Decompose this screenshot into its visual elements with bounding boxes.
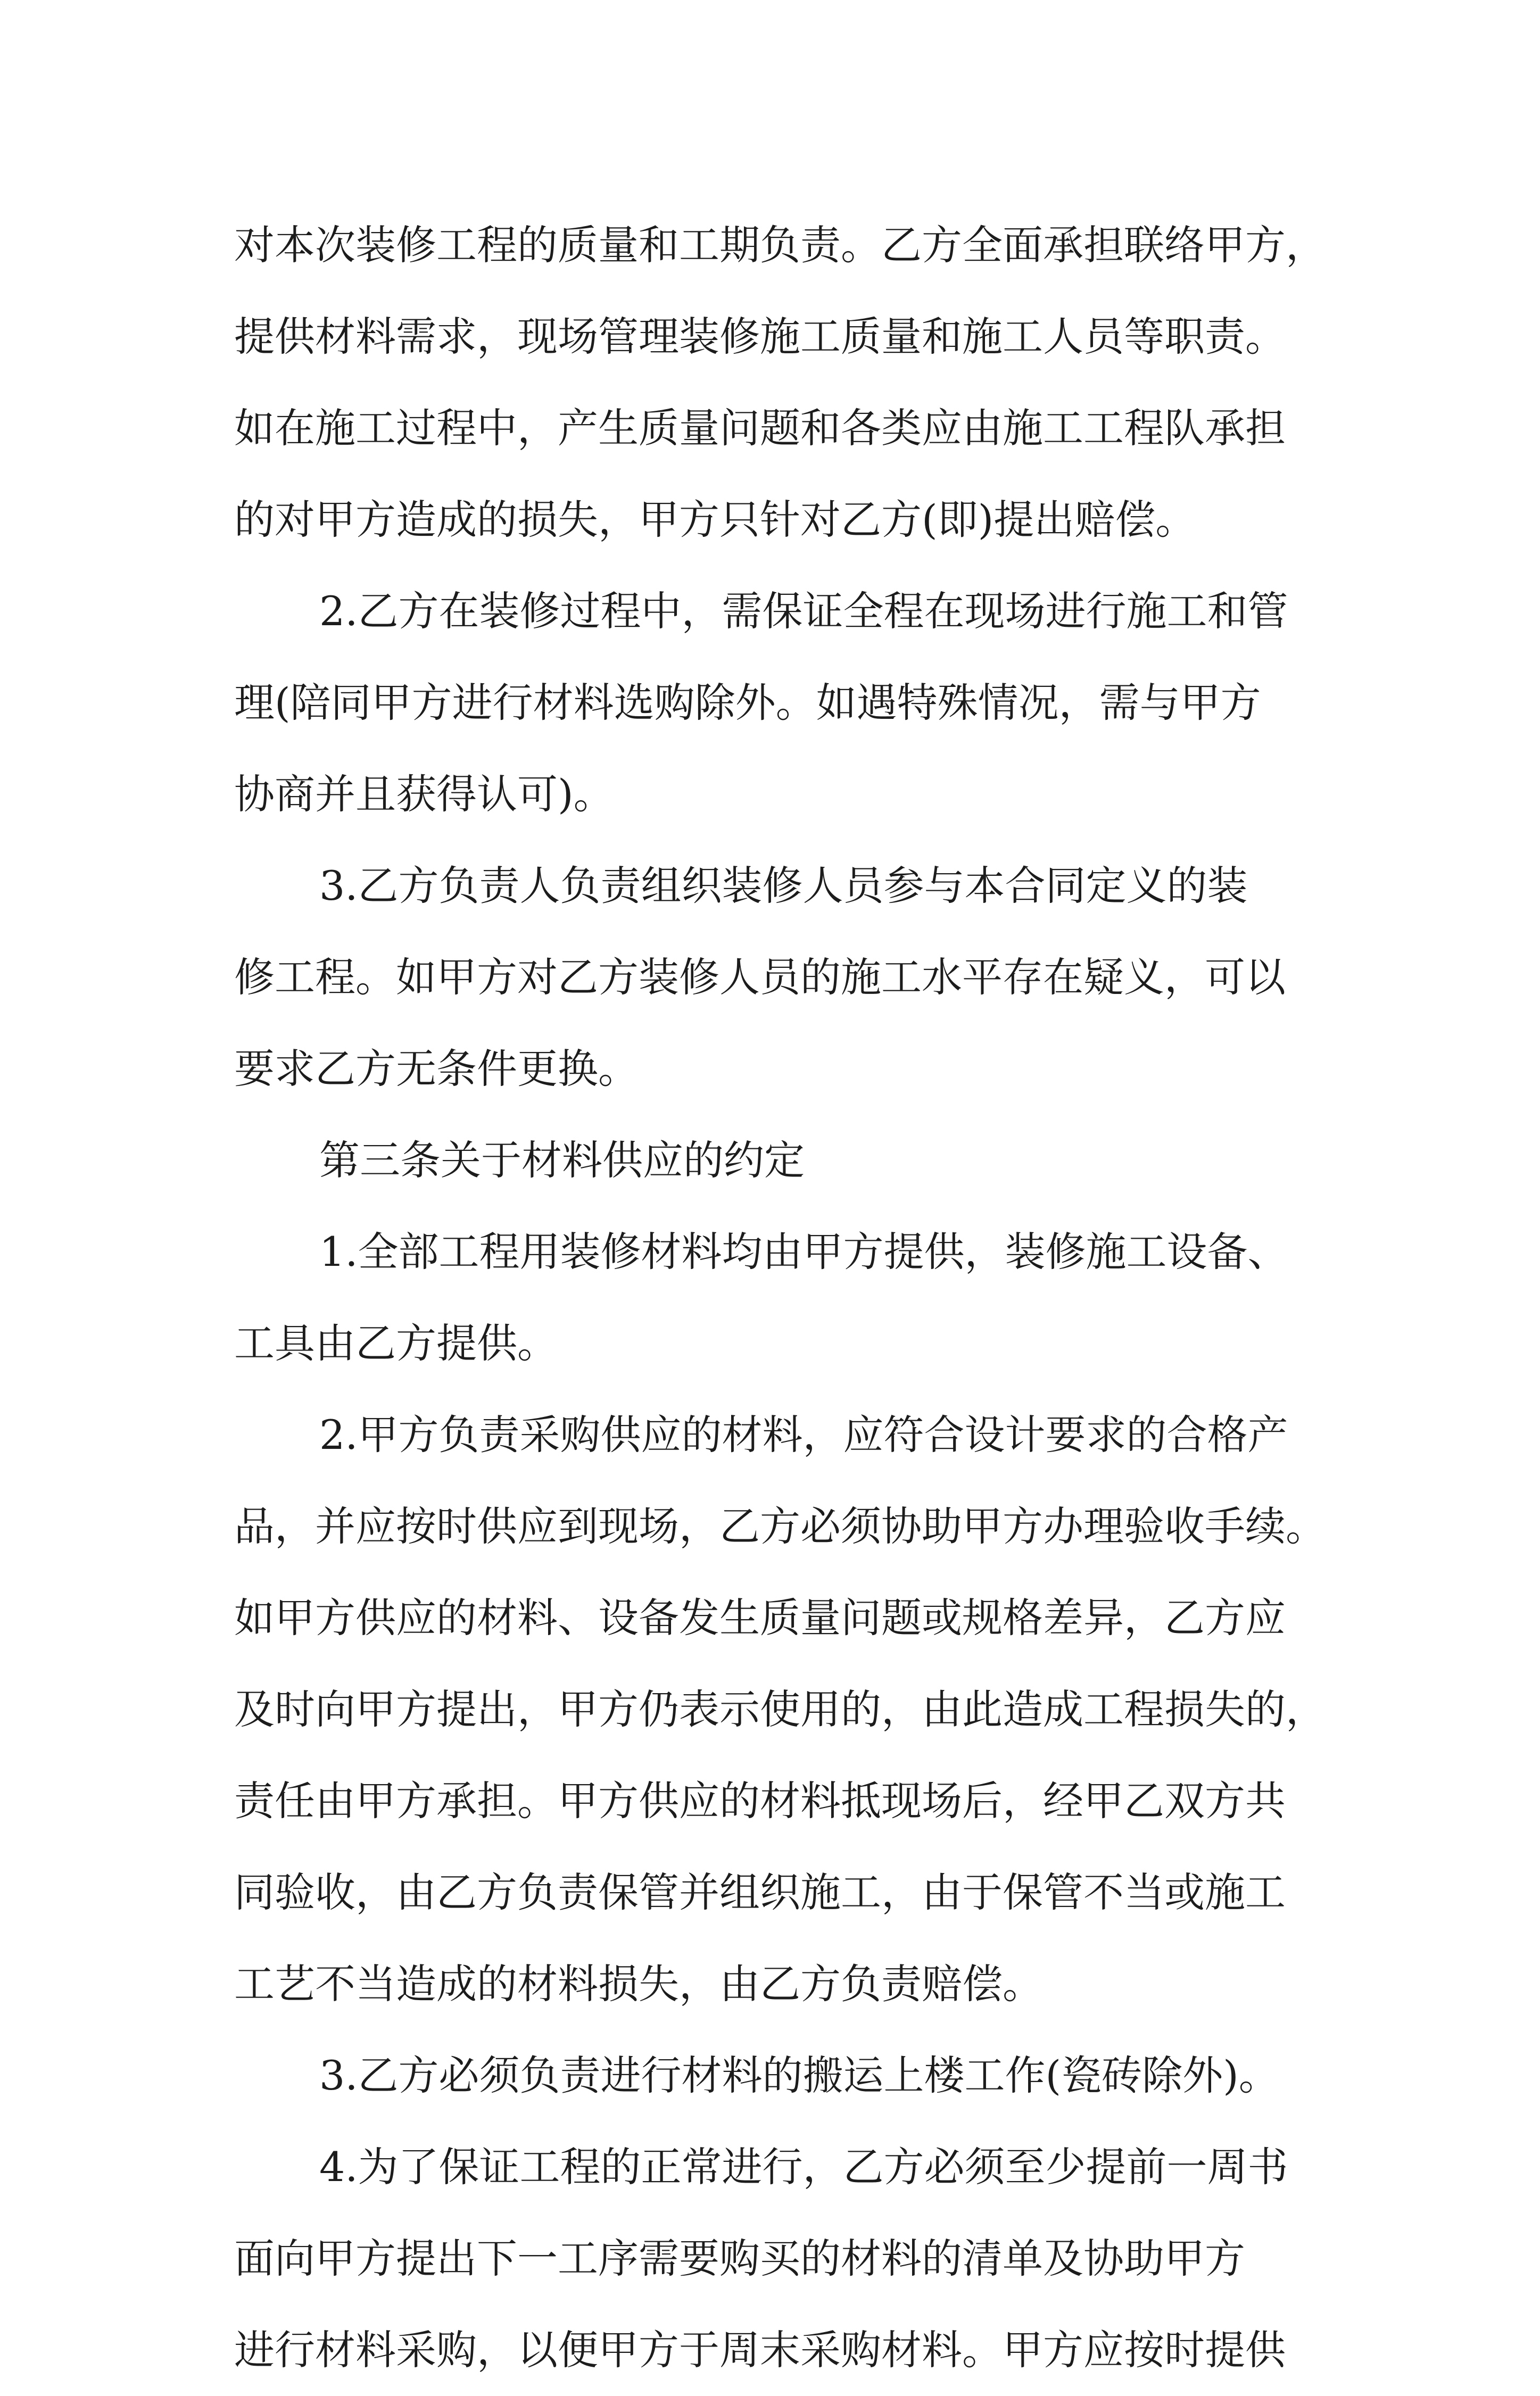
text-line: 理(陪同甲方进行材料选购除外。如遇特殊情况，需与甲方 xyxy=(234,679,1261,726)
text-line: 责任由甲方承担。甲方供应的材料抵现场后，经甲乙双方共 xyxy=(234,1777,1286,1825)
text-line: 3.乙方负责人负责组织装修人员参与本合同定义的装 xyxy=(319,862,1248,909)
text-line: 工艺不当造成的材料损失，由乙方负责赔偿。 xyxy=(234,1960,1043,2008)
text-line: 1.全部工程用装修材料均由甲方提供，装修施工设备、 xyxy=(319,1228,1288,1275)
text-line: 协商并且获得认可)。 xyxy=(234,770,614,818)
text-line: 修工程。如甲方对乙方装修人员的施工水平存在疑义，可以 xyxy=(234,954,1286,1001)
text-line: 面向甲方提出下一工序需要购买的材料的清单及协助甲方 xyxy=(234,2235,1245,2282)
text-line: 要求乙方无条件更换。 xyxy=(234,1045,639,1092)
document-body xyxy=(234,200,1357,2396)
text-line: 及时向甲方提出，甲方仍表示使用的，由此造成工程损失的， xyxy=(234,1686,1326,1733)
text-line: 工具由乙方提供。 xyxy=(234,1320,558,1367)
text-line: 品，并应按时供应到现场，乙方必须协助甲方办理验收手续。 xyxy=(234,1503,1326,1550)
text-line: 2.甲方负责采购供应的材料，应符合设计要求的合格产 xyxy=(319,1411,1288,1458)
text-line: 对本次装修工程的质量和工期负责。乙方全面承担联络甲方， xyxy=(234,221,1326,269)
text-line: 同验收，由乙方负责保管并组织施工，由于保管不当或施工 xyxy=(234,1869,1286,1916)
text-line: 进行材料采购，以便甲方于周末采购材料。甲方应按时提供 xyxy=(234,2326,1286,2374)
text-line: 如甲方供应的材料、设备发生质量问题或规格差异，乙方应 xyxy=(234,1594,1286,1641)
section-heading: 第三条关于材料供应的约定 xyxy=(319,1137,805,1184)
text-line: 2.乙方在装修过程中，需保证全程在现场进行施工和管 xyxy=(319,587,1288,635)
text-line: 的对甲方造成的损失，甲方只针对乙方(即)提出赔偿。 xyxy=(234,496,1196,543)
text-line: 4.为了保证工程的正常进行，乙方必须至少提前一周书 xyxy=(319,2143,1288,2191)
text-line: 提供材料需求，现场管理装修施工质量和施工人员等职责。 xyxy=(234,313,1286,360)
text-line: 如在施工过程中，产生质量问题和各类应由施工工程队承担 xyxy=(234,404,1286,452)
text-line: 3.乙方必须负责进行材料的搬运上楼工作(瓷砖除外)。 xyxy=(319,2052,1279,2099)
